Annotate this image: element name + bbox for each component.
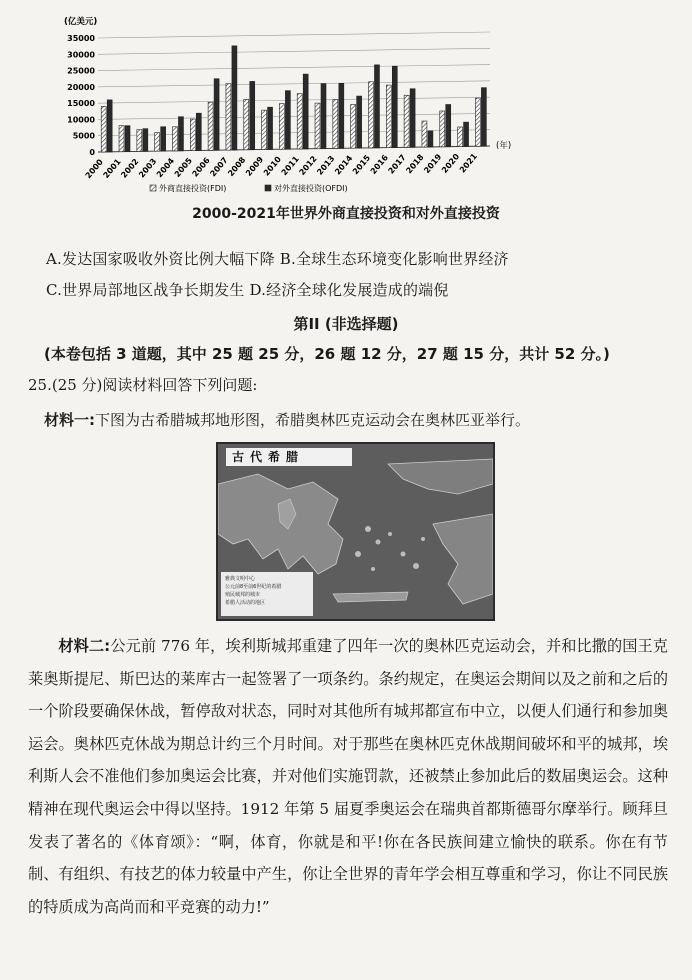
legend-label-ofdi: 对外直接投资(OFDI) [274,184,348,193]
gridline [98,65,490,71]
gridline [98,48,490,54]
bar-ofdi [428,131,433,147]
bar-fdi [226,84,231,150]
material-2-label: 材料二: [58,637,111,655]
bar-fdi [404,95,409,147]
bar-fdi [262,110,267,149]
x-tick-label: 2015 [350,153,373,177]
bar-ofdi [125,126,130,152]
x-tick-label: 2007 [208,155,230,179]
x-tick-label: 2017 [386,152,408,176]
x-tick-label: 2016 [368,153,390,176]
bar-ofdi [107,100,112,152]
bar-ofdi [392,66,397,147]
bar-fdi [386,85,391,148]
bar-fdi [172,127,177,151]
bar-fdi [190,119,195,151]
fdi-bar-chart [60,14,530,199]
x-tick-label: 2020 [440,152,462,175]
bar-ofdi [178,117,183,151]
bar-fdi [279,104,284,150]
gridline [98,97,490,103]
bar-fdi [155,133,160,152]
bar-ofdi [339,83,344,148]
material-1 [44,409,530,430]
bar-fdi [119,126,124,152]
y-tick-label: 5000 [72,131,95,141]
x-tick-label: 2013 [315,153,337,177]
x-tick-label: 2001 [101,157,123,181]
map-legend-item: 公元前8至前6世纪的希腊 [225,584,282,590]
bar-fdi [297,94,302,149]
greece-map [216,442,495,621]
chart-title: 2000-2021年世界外商直接投资和对外直接投资 [192,206,500,222]
bar-ofdi [161,127,166,151]
bar-ofdi [143,129,148,152]
bar-fdi [440,111,445,147]
x-tick-label: 2011 [279,154,301,178]
y-tick-label: 35000 [67,34,95,43]
legend-swatch-ofdi [265,185,271,191]
y-tick-label: 0 [89,148,95,157]
bar-fdi [351,105,356,149]
bar-fdi [368,82,373,148]
x-tick-label: 2005 [172,156,194,179]
x-tick-label: 2000 [83,157,105,181]
bar-ofdi [250,81,255,149]
bar-ofdi [214,79,219,151]
x-tick-label: 2014 [333,153,355,177]
x-tick-label: 2021 [457,151,480,175]
section-note: (本卷包括 3 道题，其中 25 题 25 分，26 题 12 分，27 题 15 分，共计 52 分。) [44,345,610,363]
legend-swatch-fdi [150,185,156,191]
bar-ofdi [464,122,469,146]
map-legend [221,572,313,616]
gridline [98,81,490,87]
bar-ofdi [357,96,362,148]
bar-fdi [101,106,106,152]
x-tick-label: 2010 [261,154,284,178]
map-legend-item: 希腊人活动的地区 [225,600,266,606]
bar-fdi [458,127,463,147]
x-unit-label: (年) [496,141,512,151]
option-line-ab: A.发达国家吸收外资比例大幅下降 B.全球生态环境变化影响世界经济 [46,250,509,268]
bar-ofdi [196,113,201,150]
y-unit-label: (亿美元) [64,17,98,27]
material-2 [28,630,668,923]
bar-ofdi [481,88,486,147]
bar-fdi [208,102,213,150]
bar-fdi [244,99,249,149]
y-tick-label: 15000 [67,99,95,109]
gridline [98,32,490,38]
x-tick-label: 2004 [154,156,177,180]
y-tick-label: 25000 [67,66,95,76]
x-tick-label: 2008 [226,155,248,179]
bar-ofdi [446,104,451,146]
option-line-cd: C.世界局部地区战争长期发生 D.经济全球化发展造成的端倪 [46,281,449,299]
question-25-header: 25.(25 分)阅读材料回答下列问题: [28,376,258,394]
map-legend-item: 殖民城邦的城市 [225,592,261,598]
bar-ofdi [374,65,379,148]
bar-ofdi [321,84,326,149]
material-1-text: 下图为古希腊城邦地形图，希腊奥林匹克运动会在奥林匹亚举行。 [95,411,531,429]
x-tick-label: 2002 [119,156,141,180]
x-tick-label: 2006 [190,155,212,179]
bar-fdi [475,98,480,146]
x-tick-label: 2003 [137,156,159,180]
gridline [98,113,490,119]
map-title: 古代希腊 [226,448,352,466]
material-2-text: 公元前 776 年，埃利斯城邦重建了四年一次的奥林匹克运动会，并和比撒的国王克莱奥斯提尼、斯巴达的莱库古一起签署了一项条约。条约规定，在奥运会期间以及之前和之后的一个阶段要确保休战，暂停敌对状态，同时对其他所有城邦都宣布中立，以便人们通行和参加奥运会。奥林匹克休战为期总计约三个月时间。对于那些在奥林匹克休战期间破坏和平的城邦，埃利斯人会不准他们参加奥运会比赛，并对他们实施罚款，还被禁止参加此后的数届奥运会。这种精神在现代奥运会中得以坚持。1912 年第 5 届夏季奥运会在瑞典首都斯德哥尔摩举行。顾拜旦发表了著名的《体育颂》：“啊，体育，你就是和平!你在各民族间建立愉快的联系。你在有节制、有组织、有技艺的体力较量中产生，你让全世界的青年学会相互尊重和学习，你让不同民族的特质成为高尚而和平竞赛的动力!” [28,637,668,916]
x-tick-label: 2012 [297,154,319,178]
y-tick-label: 20000 [67,82,95,92]
x-tick-label: 2009 [244,155,266,178]
bar-fdi [422,121,427,147]
x-tick-label: 2018 [404,152,426,176]
x-tick-label: 2019 [422,152,444,176]
bar-ofdi [232,46,237,150]
bar-ofdi [285,91,290,150]
bar-fdi [333,100,338,149]
material-1-label: 材料一: [44,411,95,429]
section-title: 第II (非选择题) [293,315,399,333]
y-tick-label: 30000 [67,50,95,60]
legend-label-fdi: 外商直接投资(FDI) [159,184,227,193]
bar-ofdi [303,74,308,149]
bar-fdi [137,130,142,152]
y-tick-label: 10000 [67,115,95,125]
bar-ofdi [410,89,415,148]
map-legend-item: 雅典文明中心 [225,576,256,582]
bar-ofdi [268,107,273,149]
bar-fdi [315,103,320,149]
